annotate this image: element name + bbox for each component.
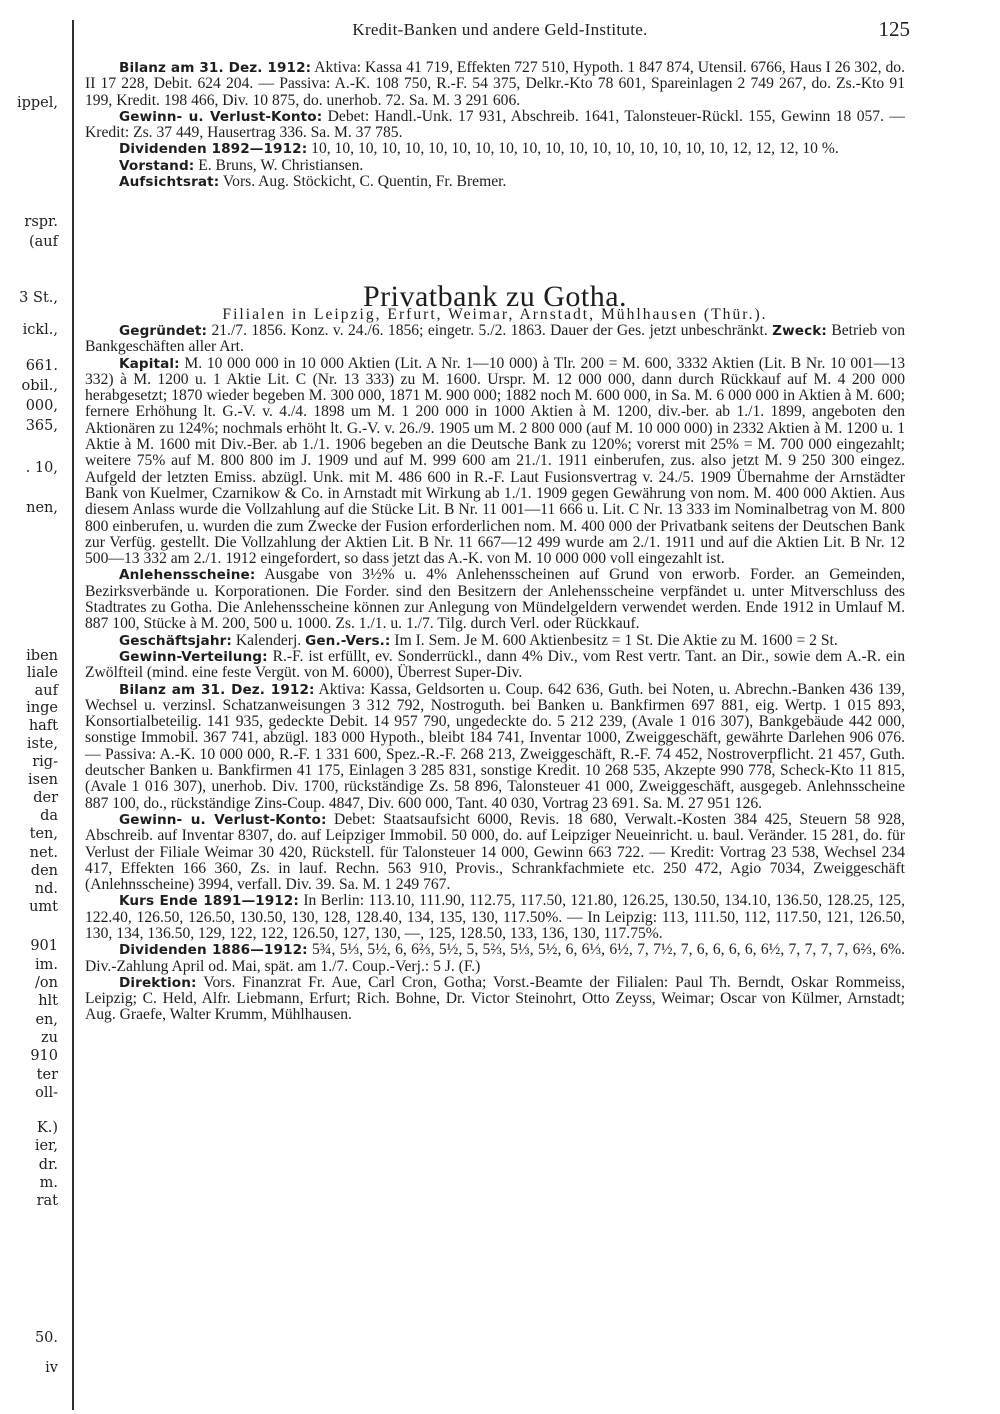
gewvert-text: R.-F. ist erfüllt, ev. Sonderrückl., dann 4% Div., vom Rest vertr. Tant. an Dir., sowie dem A.-R. ein Zwölfteil (mind. eine feste Vergüt. von M. 6000), Überrest Super-Div. xyxy=(85,647,905,682)
anlehen-label: Anlehensscheine: xyxy=(119,567,256,584)
prev-dividenden xyxy=(85,141,905,157)
margin-fragment: 50. xyxy=(34,1330,58,1346)
bilanz-label: Bilanz am 31. Dez. 1912: xyxy=(119,681,315,698)
margin-fragment: nd. xyxy=(34,881,58,897)
running-title: Kredit-Banken und andere Geld-Institute. xyxy=(352,20,648,39)
margin-fragment: isen xyxy=(28,772,58,788)
page-number: 125 xyxy=(878,17,910,41)
prev-aufsicht-label: Aufsichtsrat: xyxy=(119,174,220,191)
margin-fragment: 661. xyxy=(25,358,58,374)
margin-fragment: 910 xyxy=(30,1048,58,1064)
margin-fragment: 000, xyxy=(25,398,58,414)
margin-fragment: /on xyxy=(35,975,58,991)
running-header xyxy=(85,17,915,44)
left-margin-bleed xyxy=(0,0,66,1414)
gegruendet xyxy=(85,323,905,356)
gutter-rule xyxy=(72,20,74,1410)
dir-text: Vors. Finanzrat Fr. Aue, Carl Cron, Gotha; Vorst.-Beamte der Filialen: Paul Th. Berndt, Oskar Rommeiss, Leipzig; C. Held, Alfr. Liebmann, Erfurt; Rich. Bohne, Dr. Victor Steinohrt, Otto Zeyss, Weimar; Oscar von Külmer, Arnstadt; Aug. Graefe, Walter Krumm, Mühlhausen. xyxy=(85,973,905,1024)
prev-bilanz-label: Bilanz am 31. Dez. 1912: xyxy=(119,60,312,76)
anlehensscheine xyxy=(85,567,905,632)
margin-fragment: 365, xyxy=(25,418,58,434)
gv-label: Gen.-Vers.: xyxy=(305,632,391,649)
prev-aufsichtsrat xyxy=(85,174,905,190)
margin-fragment: ier, xyxy=(34,1138,58,1154)
prev-bilanz-text: Aktiva: Kassa 41 719, Effekten 727 510, Hypoth. 1 847 874, Utensil. 6766, Haus I 26 302, do. II 17 228, Debit. 624 204. — Passiva: A.-K. 108 750, R.-F. 54 375, Delkr.-Kto 78 601, Spareinlagen 2 749 267, do. Zs.-Kto 91 199, Kredit. 198 466, Div. 10 875, do. unerhob. 72. Sa. M. 3 291 606. xyxy=(85,59,905,109)
previous-entry xyxy=(85,60,905,190)
kapital-text: M. 10 000 000 in 10 000 Aktien (Lit. A Nr. 1—10 000) à Tlr. 200 = M. 600, 3332 Aktien (Lit. B Nr. 10 001—13 332) à M. 1200 u. 1 Aktie Lit. C (Nr. 13 333) zu M. 1600. Urspr. M. 12 000 000, dann durch Rückkauf auf M. 4 200 000 herabgesetzt; 1870 wieder begeben M. 300 000, 1871 M. 900 000; 1882 noch M. 600 000, in Sa. M. 6 000 000 in Aktien à M. 600; fernere Erhöhung lt. G.-V. v. 4./4. 1898 um M. 1 200 000 in 1000 Aktien à M. 1200, div.-ber. ab 1./1. 1899, angeboten den Aktionären zu 124%; nochmals erhöht lt. G.-V. v. 26./9. 1905 um M. 2 800 000 (auf M. 10 000 000) in 2332 Aktien à M. 1200 u. 1 Aktie à M. 1600 mit Div.-Ber. ab 1./1. 1906 begeben an die Deutsche Bank zu 120%; vorerst mit 25% = M. 700 000 eingezahlt; weitere 75% auf M. 800 800 im J. 1909 und auf M. 999 600 am 21./1. 1911 einberufen, zus. also jetzt M. 9 250 300 eingez. Aufgeld der letzten Emiss. abzügl. Unk. mit M. 486 600 in R.-F. Laut Fusionsvertrag v. 24./5. 1909 Übernahme der Arnstädter Bank von Kuelmer, Czarnikow & Co. in Arnstadt mit Wirkung ab 1./1. 1909 gegen Gewährung von nom. M. 400 000 Aktien. Aus diesem Anlass wurde die Vollzahlung auf die Stücke Lit. B Nr. 11 001—11 666 u. Lit. C Nr. 13 333 im Nominalbetrag von M. 800 800 einberufen, u. wurden die zum Zwecke der Fusion erforderlichen nom. M. 400 000 der Privatbank seitens der Deutschen Bank zur Verfüg. gestellt. Die Vollzahlung der Aktien Lit. B Nr. 11 667—12 499 wurde am 2./1. 1911 und auf die Aktien Lit. B Nr. 12 500—13 332 am 2./1. 1912 eingefordert, so dass jetzt das A.-K. von M. 10 000 000 voll eingezahlt ist. xyxy=(85,354,905,568)
margin-fragment: umt xyxy=(29,899,58,915)
dividenden xyxy=(85,942,905,975)
margin-fragment: haft xyxy=(28,718,58,734)
prev-vorstand-label: Vorstand: xyxy=(119,157,195,174)
prev-div-text: 10, 10, 10, 10, 10, 10, 10, 10, 10, 10, 10, 10, 10, 10, 10, 10, 10, 10, 12, 12, 12, 10 %. xyxy=(307,140,839,158)
prev-guv-text: Debet: Handl.-Unk. 17 931, Abschreib. 1641, Talonsteuer-Rückl. 155, Gewinn 18 057. — Kredit: Zs. 37 449, Hausertrag 336. Sa. M. 37 785. xyxy=(85,107,905,142)
margin-fragment: K.) xyxy=(36,1120,58,1136)
guv-text: Debet: Staatsaufsicht 6000, Revis. 18 680, Verwalt.-Kosten 384 425, Steuern 58 928, Abschreib. auf Inventar 8307, do. auf Leipziger Immobil. 50 000, do. auf Leipziger Neueinricht. u. baul. Veränder. 15 281, do. für Verlust der Filiale Weimar 30 420, Rückstell. für Talonsteuer 14 000, Gewinn 663 722. — Kredit: Vortrag 23 538, Wechsel 234 417, Effekten 166 360, Zs. in lauf. Rechn. 563 910, Provis., Schrankfachmiete etc. 250 472, Agio 7034, Zweiggeschäft (Anlehnsscheine) 3994, verfall. Div. 39. Sa. M. 1 249 767. xyxy=(85,810,905,894)
div-label: Dividenden 1886—1912: xyxy=(119,942,308,959)
entry-title: Privatbank zu Gotha. xyxy=(362,280,628,313)
margin-fragment: hlt xyxy=(38,993,58,1009)
bilanz xyxy=(85,682,905,812)
guv-label: Gewinn- u. Verlust-Konto: xyxy=(119,811,327,828)
prev-guv xyxy=(85,109,905,142)
prev-div-label: Dividenden 1892—1912: xyxy=(119,141,308,158)
kapital xyxy=(85,356,905,568)
zweck-label: Zweck: xyxy=(772,323,827,339)
margin-fragment: (auf xyxy=(28,234,58,250)
anlehen-text: Ausgabe von 3½% u. 4% Anlehensscheinen auf Grund von erworb. Forder. an Gemeinden, Bezirksverbände u. Korporationen. Die Forder. sind den Besitzern der Anlehensscheine verpfändet u. unter Mitverschluss des Stadtrates zu Gotha. Die Anlehensscheine können zur Anlegung von Mündelgeldern verwendet werden. Ende 1912 in Umlauf M. 887 100, Stücke à M. 200, 500 u. 1000. Zs. 1./1. u. 1./7. Tilg. durch Verl. oder Rückkauf. xyxy=(85,566,905,633)
margin-fragment: net. xyxy=(29,845,58,861)
gewvert-label: Gewinn-Verteilung: xyxy=(119,648,268,665)
gewinn-verlust-konto xyxy=(85,812,905,893)
prev-guv-label: Gewinn- u. Verlust-Konto: xyxy=(119,108,323,125)
margin-fragment: iste, xyxy=(26,736,58,752)
margin-fragment: iben xyxy=(26,648,58,664)
margin-fragment: ten, xyxy=(29,826,58,842)
margin-fragment: ippel, xyxy=(16,95,58,111)
privatbank-entry xyxy=(85,323,905,1024)
prev-vorstand-text: E. Bruns, W. Christiansen. xyxy=(194,156,364,174)
prev-aufsicht-text: Vors. Aug. Stöckicht, C. Quentin, Fr. Bremer. xyxy=(219,173,507,191)
margin-fragment: zu xyxy=(41,1030,58,1046)
gewinn-verteilung xyxy=(85,649,905,682)
entry-branches: Filialen in Leipzig, Erfurt, Weimar, Arnstadt, Mühlhausen (Thür.). xyxy=(222,306,768,323)
gj-text: Kalenderj. xyxy=(231,631,306,649)
dir-label: Direktion: xyxy=(119,974,197,991)
kurs-label: Kurs Ende 1891—1912: xyxy=(119,893,299,910)
geschaeftsjahr xyxy=(85,633,905,649)
margin-fragment: rspr. xyxy=(24,214,58,230)
margin-fragment: ter xyxy=(36,1067,58,1083)
kapital-label: Kapital: xyxy=(119,355,180,372)
margin-fragment: liale xyxy=(26,665,58,681)
margin-fragment: . 10, xyxy=(25,460,58,476)
zweck-text: Betrieb von Bankgeschäften aller Art. xyxy=(85,322,905,356)
margin-fragment: inge xyxy=(26,700,58,716)
margin-fragment: 901 xyxy=(30,938,58,954)
margin-fragment: den xyxy=(30,863,58,879)
div-text: 5¾, 5⅓, 5½, 6, 6⅔, 5½, 5, 5⅔, 5⅓, 5½, 6, 6⅓, 6½, 7, 7½, 7, 6, 6, 6, 6, 6½, 7, 7, 7, 7, 6⅔, 6%. Div.-Zahlung April od. Mai, spät. am 1./7. Coup.-Verj.: 5 J. (F.) xyxy=(85,941,905,975)
margin-fragment: rat xyxy=(36,1193,58,1209)
margin-fragment: dr. xyxy=(38,1157,58,1173)
bilanz-text: Aktiva: Kassa, Geldsorten u. Coup. 642 636, Guth. bei Noten, u. Abrechn.-Banken 436 139, Wechsel u. verzinsl. Schatzanweisungen 3 312 792, Nostroguth. bei Banken u. Bankfirmen 697 881, eig. Wertp. 1 015 893, Konsortialbeteilig. 141 935, gedeckte Debit. 14 957 790, ungedeckte do. 5 212 239, (Avale 1 016 307), Bankgebäude 442 000, sonstige Immobil. 367 741, abzügl. 183 000 Hypoth., bleibt 184 741, Inventar 1000, Zweiggeschäft, gewährte Darlehen 906 076. — Passiva: A.-K. 10 000 000, R.-F. 1 331 600, Spez.-R.-F. 268 213, Zweiggeschäft, R.-F. 74 452, Nostroverpflicht. 21 457, Guth. deutscher Banken u. Bankfirmen 41 175, Einlagen 3 285 831, sonstige Kredit. 10 268 535, Akzepte 990 778, Scheck-Kto 11 815, (Avale 1 016 307), unerhob. Div. 1700, rückständige Zs. 58 896, Talonsteuer 41 000, Zweiggeschäft, ausgegeb. Anlehnsscheine 887 100, do., rückständige Zins-Coup. 4847, Div. 600 000, Tant. 40 030, Vortrag 23 691. Sa. M. 27 951 126. xyxy=(85,680,905,812)
margin-fragment: oll- xyxy=(35,1085,58,1101)
margin-fragment: auf xyxy=(34,683,58,699)
margin-fragment: 3 St., xyxy=(19,290,58,306)
margin-fragment: da xyxy=(40,808,58,824)
prev-vorstand xyxy=(85,158,905,174)
margin-fragment: obil., xyxy=(21,378,58,394)
gegruendet-text: 21./7. 1856. Konz. v. 24./6. 1856; eingetr. 5./2. 1863. Dauer der Ges. jetzt unbeschränkt. xyxy=(207,322,773,339)
margin-fragment: der xyxy=(33,790,58,806)
margin-fragment: nen, xyxy=(26,500,58,516)
margin-fragment: ickl., xyxy=(22,322,58,338)
margin-fragment: rig- xyxy=(32,754,58,770)
kurs xyxy=(85,893,905,942)
prev-bilanz xyxy=(85,60,905,109)
gegruendet-label: Gegründet: xyxy=(119,323,208,339)
margin-fragment: en, xyxy=(35,1012,58,1028)
margin-fragment: iv xyxy=(45,1360,58,1376)
margin-fragment: m. xyxy=(39,1175,58,1191)
direktion xyxy=(85,975,905,1024)
kurs-text: In Berlin: 113.10, 111.90, 112.75, 117.50, 121.80, 126.25, 130.50, 134.10, 136.50, 128.25, 125, 122.40, 126.50, 126.50, 130.50, 130, 128, 128.40, 134, 135, 130, 117.50%. — In Leipzig: 113, 111.50, 112, 117.50, 121, 126.50, 130, 134, 136.50, 129, 122, 122, 126.50, 127, 130, —, 125, 128.50, 133, 136, 130, 117.75%. xyxy=(85,892,905,942)
gv-text: Im I. Sem. Je M. 600 Aktienbesitz = 1 St. Die Aktie zu M. 1600 = 2 St. xyxy=(390,631,838,649)
margin-fragment: im. xyxy=(35,957,58,973)
gj-label: Geschäftsjahr: xyxy=(119,632,232,649)
